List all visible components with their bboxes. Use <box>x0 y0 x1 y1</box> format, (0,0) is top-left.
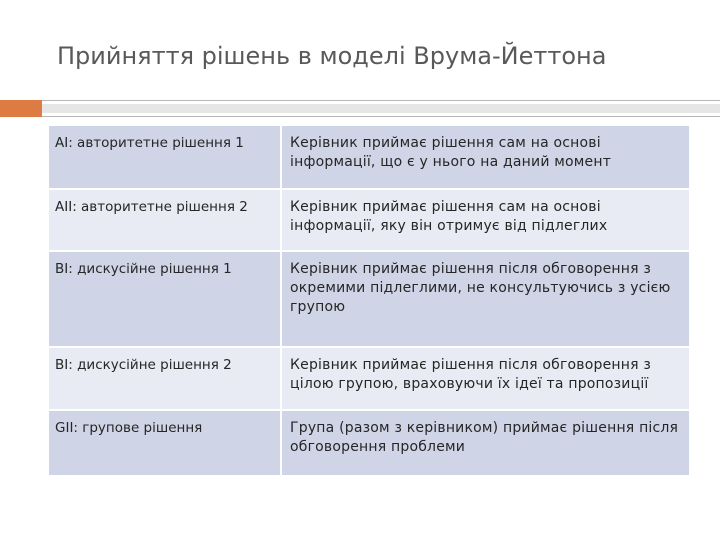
decision-type-cell: AI: авторитетне рішення 1 <box>49 125 281 189</box>
decision-description-cell: Керівник приймає рішення після обговорення з окремими підлеглими, не консультуючись з усією групою <box>281 251 689 347</box>
decision-description-cell: Керівник приймає рішення сам на основі інформації, що є у нього на даний момент <box>281 125 689 189</box>
table-row <box>49 251 689 347</box>
decision-type-cell: GII: групове рішення <box>49 410 281 476</box>
decision-description-cell: Група (разом з керівником) приймає рішення після обговорення проблеми <box>281 410 689 476</box>
slide-title: Прийняття рішень в моделі Врума-Йеттона <box>57 42 607 70</box>
title-accent-bar <box>0 100 42 117</box>
title-divider <box>42 100 720 117</box>
table-row <box>49 125 689 189</box>
decision-type-cell: BI: дискусійне рішення 1 <box>49 251 281 347</box>
table-row <box>49 189 689 251</box>
decision-types-table <box>49 124 689 477</box>
table-row <box>49 347 689 410</box>
decision-type-cell: AII: авторитетне рішення 2 <box>49 189 281 251</box>
decision-description-cell: Керівник приймає рішення сам на основі інформації, яку він отримує від підлеглих <box>281 189 689 251</box>
decision-description-cell: Керівник приймає рішення після обговорення з цілою групою, враховуючи їх ідеї та пропозиції <box>281 347 689 410</box>
table-row <box>49 410 689 476</box>
decision-type-cell: BI: дискусійне рішення 2 <box>49 347 281 410</box>
